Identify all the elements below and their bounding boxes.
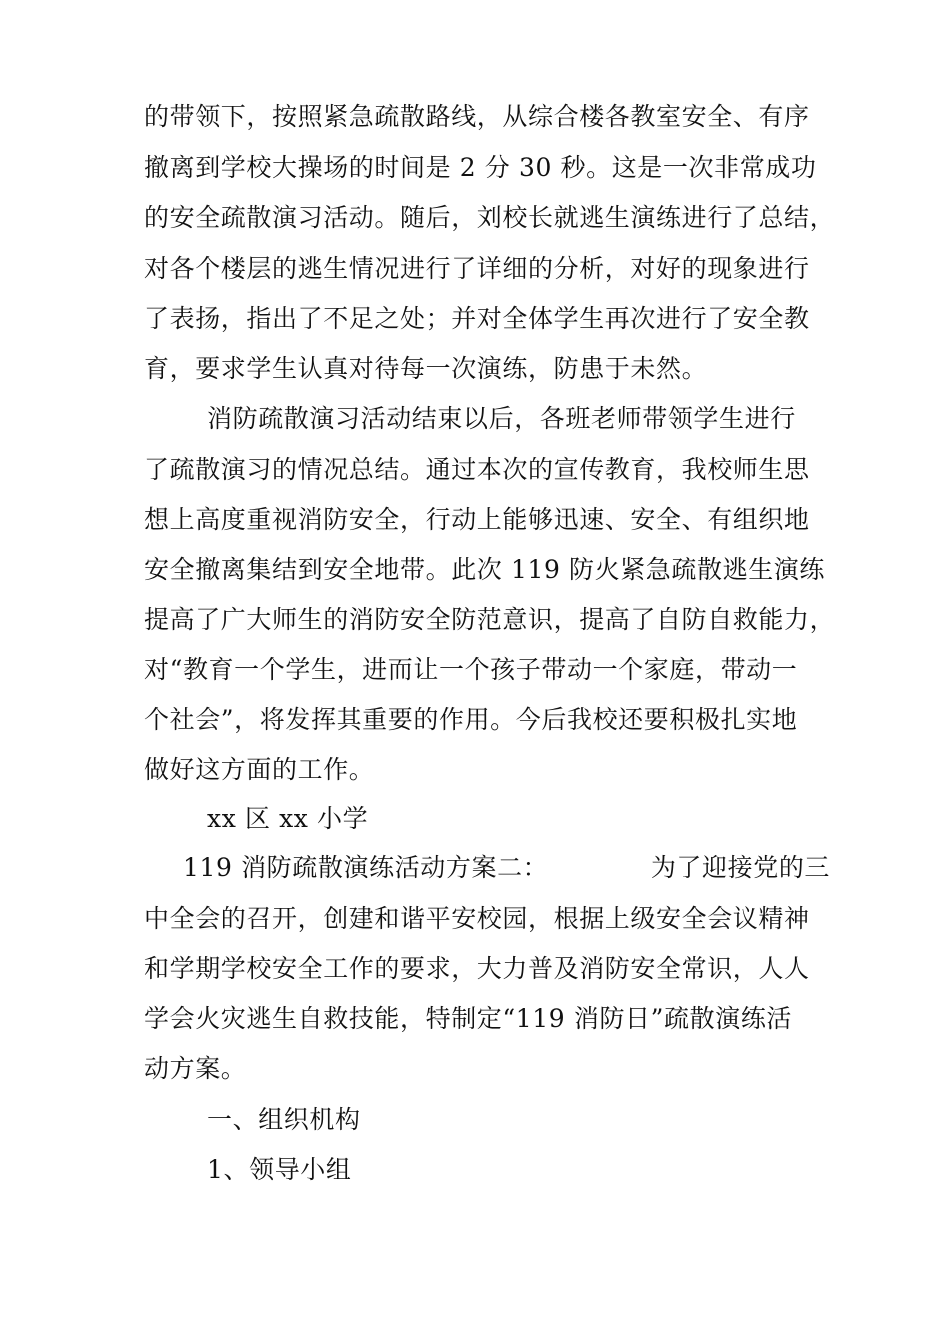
paragraph-2-line-1: 消防疏散演习活动结束以后，各班老师带领学生进行 — [207, 404, 796, 433]
signature: xx 区 xx 小学 — [207, 804, 369, 833]
paragraph-1-line-1: 的带领下，按照紧急疏散路线，从综合楼各教室安全、有序 — [144, 102, 810, 131]
paragraph-1-line-5: 了表扬，指出了不足之处；并对全体学生再次进行了安全教 — [144, 304, 810, 333]
paragraph-2-line-2: 了疏散演习的情况总结。通过本次的宣传教育，我校师生思 — [144, 455, 810, 484]
paragraph-2-line-6: 对“教育一个学生，进而让一个孩子带动一个家庭，带动一 — [144, 655, 798, 684]
paragraph-2-line-7: 个社会”，将发挥其重要的作用。今后我校还要积极扎实地 — [144, 705, 798, 734]
paragraph-2-line-3: 想上高度重视消防安全，行动上能够迅速、安全、有组织地 — [144, 505, 810, 534]
paragraph-2-line-4: 安全撤离集结到安全地带。此次 119 防火紧急疏散逃生演练 — [144, 555, 826, 584]
paragraph-1-line-4: 对各个楼层的逃生情况进行了详细的分析，对好的现象进行 — [144, 254, 810, 283]
paragraph-2-line-5: 提高了广大师生的消防安全防范意识，提高了自防自救能力， — [144, 605, 836, 634]
paragraph-3-line-1: 119 消防疏散演练活动方案二： 为了迎接党的三 — [183, 853, 831, 882]
paragraph-3-line-3: 和学期学校安全工作的要求，大力普及消防安全常识，人人 — [144, 954, 810, 983]
paragraph-2-line-8: 做好这方面的工作。 — [144, 755, 375, 784]
paragraph-1-line-3: 的安全疏散演习活动。随后，刘校长就逃生演练进行了总结， — [144, 203, 836, 232]
paragraph-3-line-2: 中全会的召开，创建和谐平安校园，根据上级安全会议精神 — [144, 904, 810, 933]
paragraph-1-line-2: 撤离到学校大操场的时间是 2 分 30 秒。这是一次非常成功 — [144, 153, 817, 182]
paragraph-3-line-4: 学会火灾逃生自救技能，特制定“119 消防日”疏散演练活 — [144, 1004, 793, 1033]
paragraph-1-line-6: 育，要求学生认真对待每一次演练，防患于未然。 — [144, 354, 708, 383]
section-heading-organization: 一、组织机构 — [207, 1105, 361, 1134]
paragraph-3-line-5: 动方案。 — [144, 1054, 247, 1083]
subsection-heading-leadership-group: 1、领导小组 — [207, 1155, 352, 1184]
